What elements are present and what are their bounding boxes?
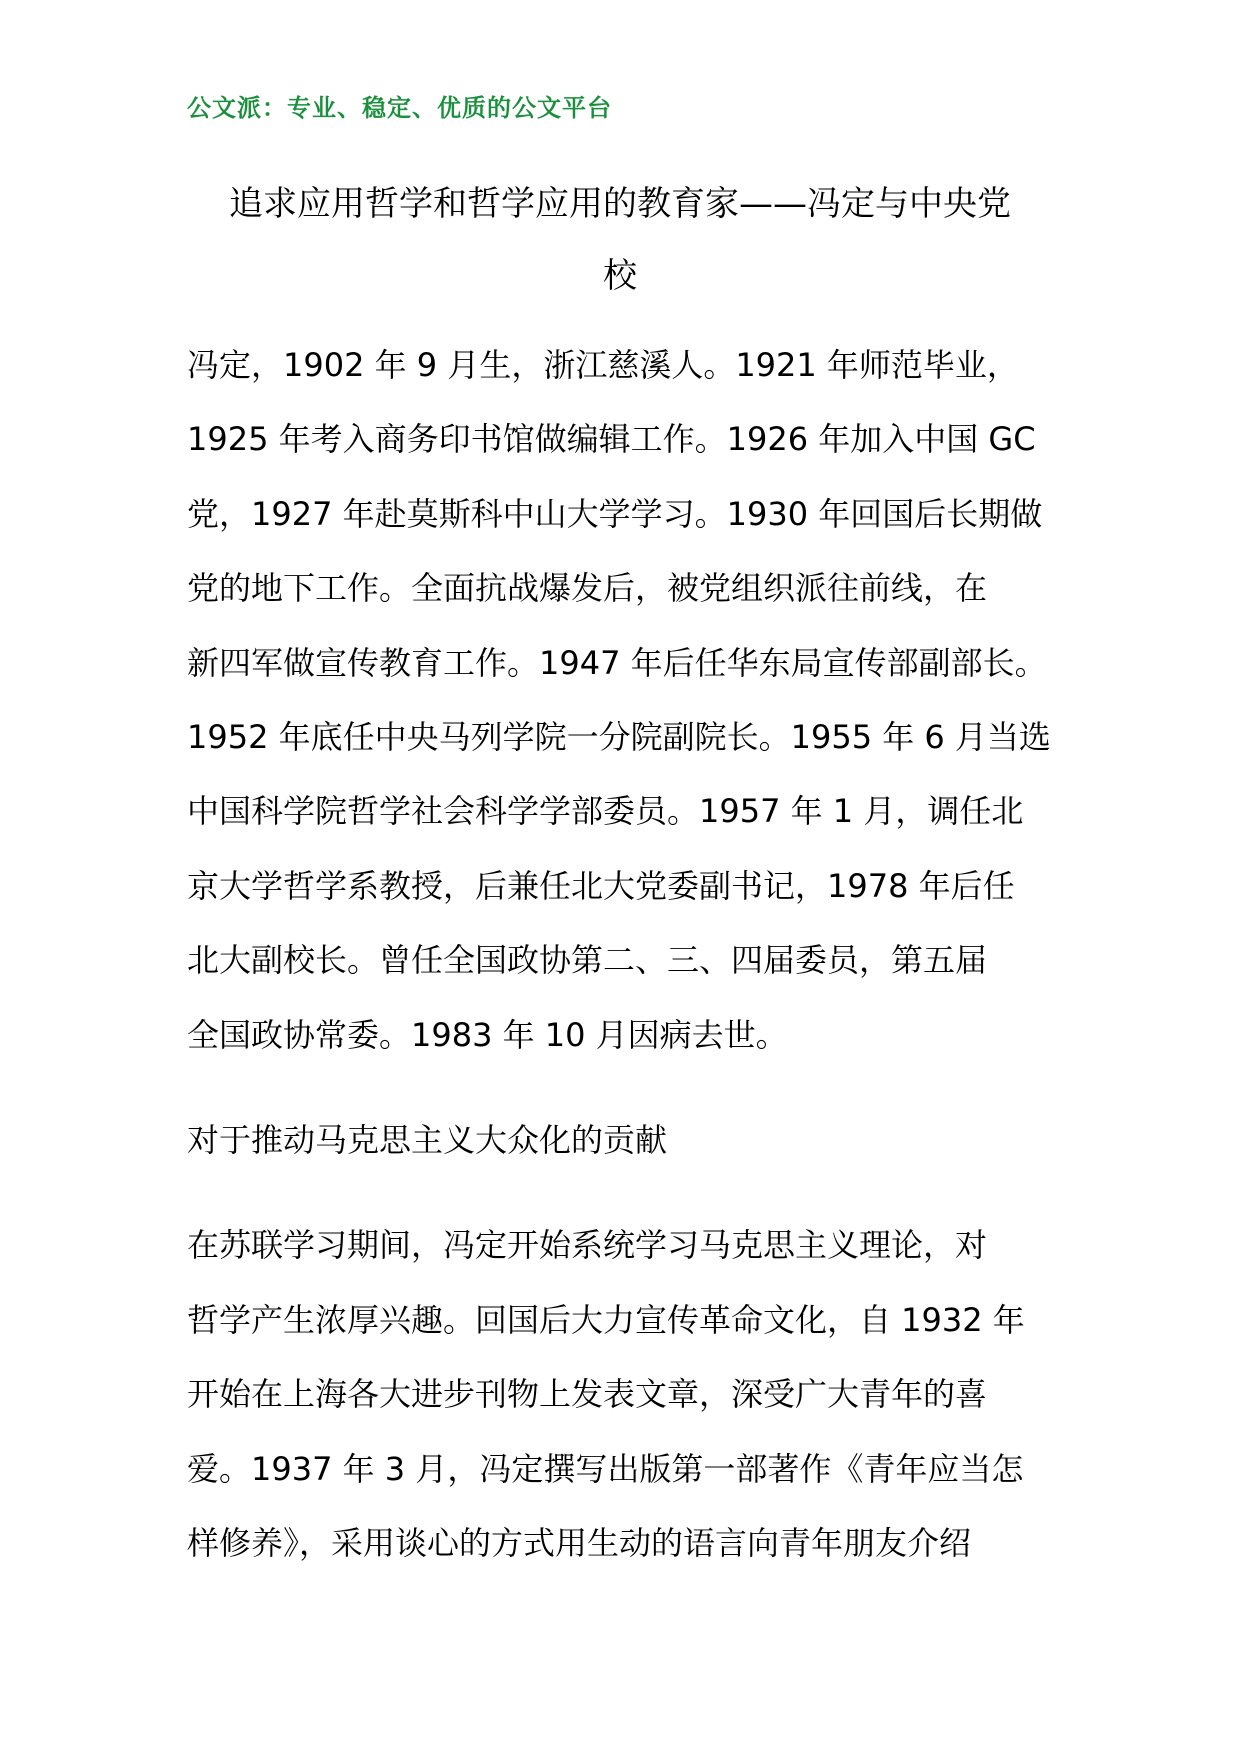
paragraph-line: 样修养》，采用谈心的方式用生动的语言向青年朋友介绍 xyxy=(187,1524,972,1563)
paragraph-line: 京大学哲学系教授，后兼任北大党委副书记，1978 年后任 xyxy=(187,866,1015,905)
document-body xyxy=(187,328,1077,1581)
title-line: 校 xyxy=(603,256,637,296)
paragraph-line: 党的地下工作。全面抗战爆发后，被党组织派往前线，在 xyxy=(187,569,988,608)
paragraph-line: 冯定，1902 年 9 月生，浙江慈溪人。1921 年师范毕业， xyxy=(187,346,1019,384)
section-heading: 对于推动马克思主义大众化的贡献 xyxy=(187,1121,668,1160)
paragraph-line: 中国科学院哲学社会科学学部委员。1957 年 1 月，调任北 xyxy=(187,792,1024,831)
paragraph-line: 党，1927 年赴莫斯科中山大学学习。1930 年回国后长期做 xyxy=(187,494,1043,533)
paragraph-line: 1925 年考入商务印书馆做编辑工作。1926 年加入中国 GC xyxy=(187,420,1036,459)
document-title xyxy=(187,168,1053,312)
biography-paragraph xyxy=(187,328,1077,1072)
paragraph-line: 北大副校长。曾任全国政协第二、三、四届委员，第五届 xyxy=(187,941,988,980)
paragraph-line: 新四军做宣传教育工作。1947 年后任华东局宣传部副部长。 xyxy=(187,643,1047,682)
contribution-paragraph xyxy=(187,1208,1077,1580)
paragraph-line: 1952 年底任中央马列学院一分院副院长。1955 年 6 月当选 xyxy=(187,718,1051,757)
paragraph-line: 开始在上海各大进步刊物上发表文章，深受广大青年的喜 xyxy=(187,1375,988,1414)
paragraph-line: 哲学产生浓厚兴趣。回国后大力宣传革命文化，自 1932 年 xyxy=(187,1300,1025,1339)
site-header-text: 公文派：专业、稳定、优质的公文平台 xyxy=(187,94,612,122)
paragraph-line: 全国政协常委。1983 年 10 月因病去世。 xyxy=(187,1015,788,1054)
paragraph-line: 爱。1937 年 3 月，冯定撰写出版第一部著作《青年应当怎 xyxy=(187,1449,1024,1488)
paragraph-line: 在苏联学习期间，冯定开始系统学习马克思主义理论，对 xyxy=(187,1226,988,1265)
title-line: 追求应用哲学和哲学应用的教育家——冯定与中央党 xyxy=(229,184,1011,224)
